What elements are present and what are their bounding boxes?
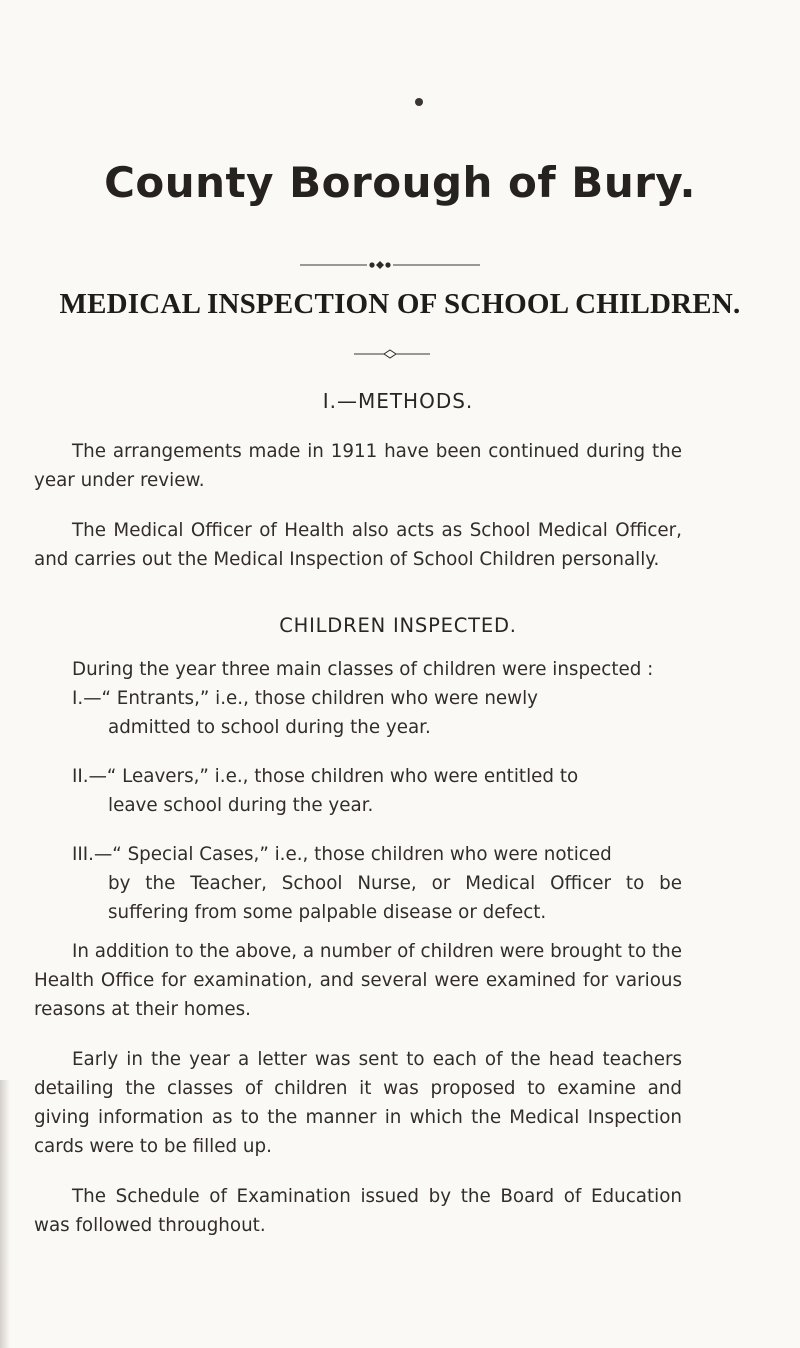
ornamental-rule [300,259,480,271]
class-item-entrants [72,684,682,742]
paragraph-intro: During the year three main classes of children were inspected : [72,659,654,680]
class-text-continuation: admitted to school during the year. [108,717,431,738]
paragraph-arrangements: The arrangements made in 1911 have been continued during the year under review. [34,441,682,491]
class-text-first-line: —“ Leavers,” i.e., those children who were entitled to [88,766,579,787]
document-subtitle: MEDICAL INSPECTION OF SCHOOL CHILDREN. [59,288,741,320]
class-marker: III. [72,844,94,865]
class-text-continuation: leave school during the year. [108,795,374,816]
page-title: County Borough of Bury. [104,158,696,207]
paragraph-addition: In addition to the above, a number of children were brought to the Health Office for examination, and several were examined for various reasons at their homes. [34,941,682,1020]
class-item-leavers [72,762,682,820]
class-marker: I. [72,688,84,709]
paragraph-schedule: The Schedule of Examination issued by the Board of Education was followed throughout. [34,1186,682,1236]
ink-spot [415,98,423,106]
class-marker: II. [72,766,89,787]
page-edge-shadow [0,1080,10,1348]
section-heading: I.—METHODS. [322,389,474,413]
paragraph-letter: Early in the year a letter was sent to each of the head teachers detailing the classes of children it was proposed to examine and giving information as to the manner in which the Medical Inspection cards were to be filled up. [34,1049,682,1157]
class-text-first-line: —“ Special Cases,” i.e., those children who were noticed [94,844,612,865]
paragraph-medical-officer: The Medical Officer of Health also acts as School Medical Officer, and carries out the Medical Inspection of School Children personally. [34,520,682,570]
class-item-special-cases [72,840,682,927]
class-text-continuation: by the Teacher, School Nurse, or Medical Officer to be suffering from some palpable disease or defect. [108,873,682,923]
children-inspected-heading: CHILDREN INSPECTED. [279,614,517,637]
diamond-rule [354,348,430,360]
class-text-first-line: —“ Entrants,” i.e., those children who were newly [83,688,539,709]
